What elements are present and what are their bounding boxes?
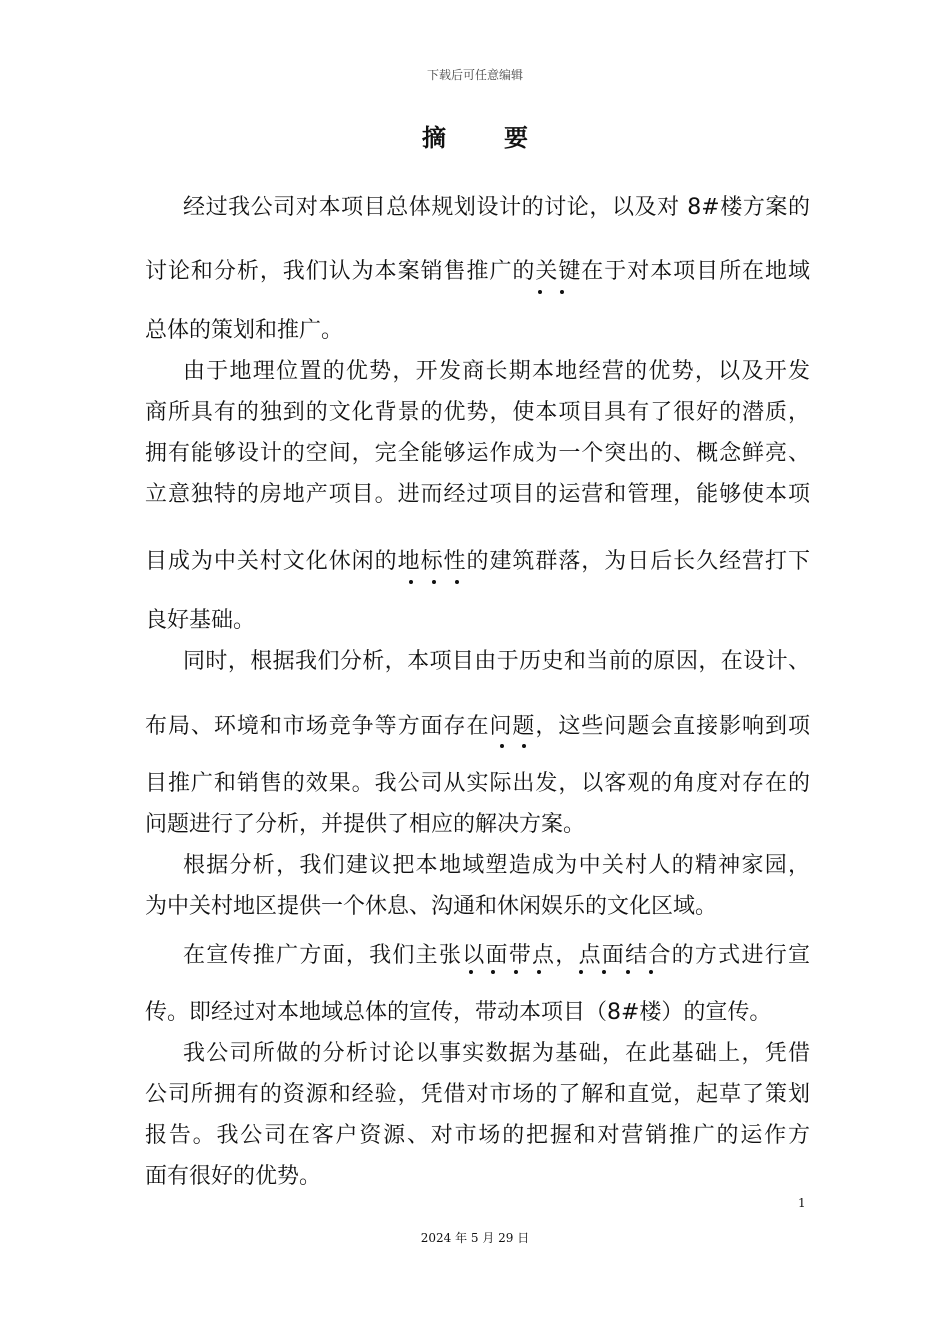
emphasis-dot	[626, 970, 630, 974]
text-line: 良好基础。	[145, 608, 256, 633]
text-line: 总体的策划和推广。	[145, 318, 344, 343]
emphasis-dot	[537, 970, 541, 974]
emphasis-dot	[538, 290, 542, 294]
emphasis-dot	[649, 970, 653, 974]
emphasis-dot	[500, 744, 504, 748]
text-line: 传。即经过对本地域总体的宣传，带动本项目（8#楼）的宣传。	[145, 1000, 772, 1025]
page-header: 下载后可任意编辑	[426, 68, 523, 82]
emphasis-dot	[514, 970, 518, 974]
text-line: 由于地理位置的优势，开发商长期本地经营的优势，以及开发	[183, 359, 810, 384]
text-line: 目推广和销售的效果。我公司从实际出发，以客观的角度对存在的	[145, 771, 810, 796]
text-line: 目成为中关村文化休闲的地标性的建筑群落，为日后长久经营打下	[145, 549, 810, 574]
emphasis-dot	[409, 580, 413, 584]
emphasis-dot	[560, 290, 564, 294]
page-number: 1	[798, 1196, 806, 1210]
text-line: 布局、环境和市场竞争等方面存在问题，这些问题会直接影响到项	[145, 714, 810, 739]
text-line: 报告。我公司在客户资源、对市场的把握和对营销推广的运作方	[145, 1123, 810, 1148]
emphasis-dot	[579, 970, 583, 974]
emphasis-dot	[522, 744, 526, 748]
text-line: 面有很好的优势。	[145, 1164, 322, 1189]
text-line: 商所具有的独到的文化背景的优势，使本项目具有了很好的潜质，	[145, 400, 810, 425]
text-line: 为中关村地区提供一个休息、沟通和休闲娱乐的文化区域。	[145, 894, 718, 919]
text-line: 讨论和分析，我们认为本案销售推广的关键在于对本项目所在地域	[145, 259, 810, 284]
text-line: 根据分析，我们建议把本地域塑造成为中关村人的精神家园，	[183, 853, 810, 878]
text-line: 经过我公司对本项目总体规划设计的讨论，以及对 8#楼方案的	[183, 195, 810, 220]
text-line: 立意独特的房地产项目。进而经过项目的运营和管理，能够使本项	[145, 482, 810, 507]
text-line: 我公司所做的分析讨论以事实数据为基础，在此基础上，凭借	[183, 1041, 810, 1066]
emphasis-dot	[455, 580, 459, 584]
footer-date: 2024 年 5 月 29 日	[420, 1231, 530, 1245]
emphasis-dot	[432, 580, 436, 584]
text-line: 拥有能够设计的空间，完全能够运作成为一个突出的、概念鲜亮、	[145, 441, 810, 466]
emphasis-dot	[491, 970, 495, 974]
page-title: 摘要	[422, 123, 586, 152]
emphasis-dot	[469, 970, 473, 974]
text-line: 在宣传推广方面，我们主张以面带点，点面结合的方式进行宣	[183, 943, 810, 968]
text-line: 公司所拥有的资源和经验，凭借对市场的了解和直觉，起草了策划	[145, 1082, 810, 1107]
text-line: 问题进行了分析，并提供了相应的解决方案。	[145, 812, 586, 837]
text-line: 同时，根据我们分析，本项目由于历史和当前的原因，在设计、	[183, 649, 810, 674]
emphasis-dot	[602, 970, 606, 974]
